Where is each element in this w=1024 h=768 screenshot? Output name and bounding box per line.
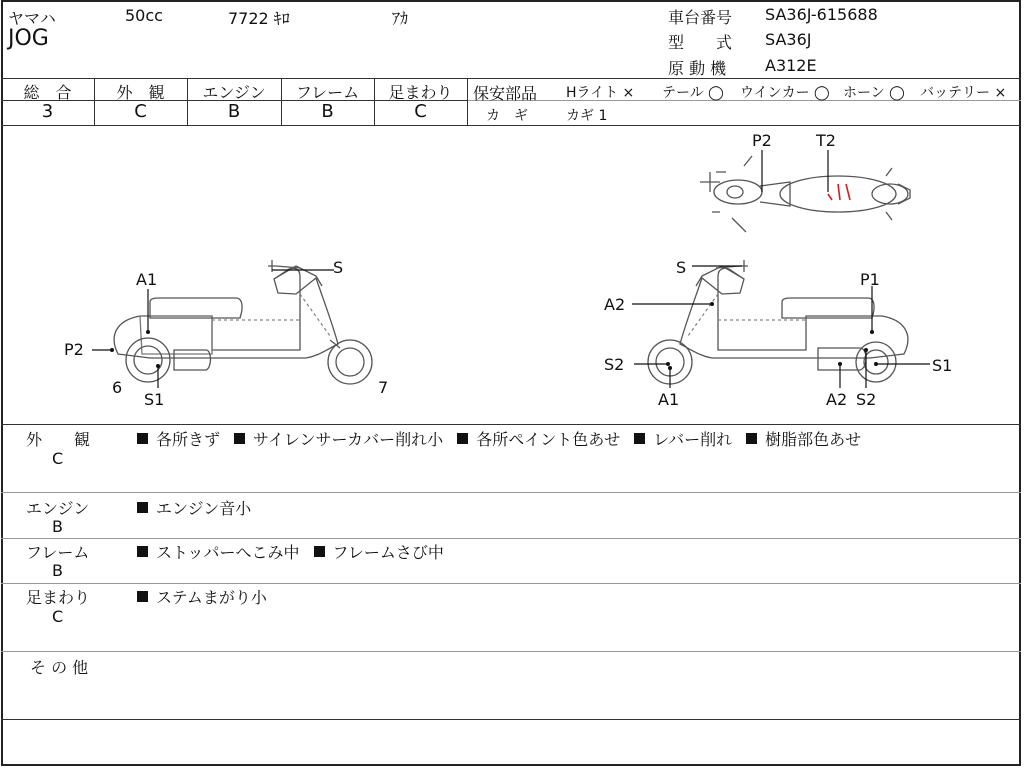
engine-type-value: A312E [765,56,817,75]
note-other-label: そ の 他 [30,658,89,677]
note-item: ストッパーへこみ中 [137,543,300,562]
label-6: 6 [112,378,123,397]
type-value: SA36J [765,30,812,49]
note-item: 樹脂部色あせ [746,430,861,449]
scooter-top-view [700,156,910,232]
frame-grade-label: フレーム [295,83,360,102]
exterior-label: 外 観 [116,83,165,102]
note-item: サイレンサーカバー削れ小 [234,430,443,449]
label-S-left: S [333,258,344,277]
label-S2-right-bottom: S2 [856,390,877,409]
suspension-grade-value: C [414,101,427,122]
label-P2-left: P2 [64,340,84,359]
winker-status: ウインカー ◯ [740,85,830,101]
notes-bottom-line [1,719,1021,720]
grade-divider [467,78,468,125]
notes-top-line [1,424,1021,425]
label-S-right: S [676,258,687,277]
label-7: 7 [378,378,389,397]
notes-divider [1,538,1021,539]
damage-mark-red [828,184,850,200]
note-item: 各所きず [137,430,220,449]
note-item: ステムまがり小 [137,588,267,607]
note-item: 各所ペイント色あせ [457,430,620,449]
note-engine-items [137,496,265,519]
notes-divider [1,651,1021,652]
exterior-value: C [134,101,147,122]
mileage: 7722 ｷﾛ [228,9,290,28]
overall-label: 総 合 [23,83,72,102]
note-frame-items [137,540,458,563]
note-exterior-grade: C [52,449,64,468]
label-A2-right-bottom: A2 [826,390,848,409]
displacement: 50cc [125,6,163,25]
notes-divider [1,583,1021,584]
type-label: 型 式 [668,33,733,52]
label-P2-top: P2 [752,131,772,150]
note-engine-label: エンジン [26,499,90,518]
note-item: フレームさび中 [314,543,444,562]
label-A2-right: A2 [604,295,626,314]
suspension-grade-label: 足まわり [388,83,453,102]
note-suspension-label: 足まわり [26,588,91,607]
note-frame-label: フレーム [26,543,90,562]
note-exterior-items [137,427,875,450]
label-P1-right: P1 [860,270,880,289]
engine-grade-label: エンジン [202,83,266,102]
key-value: カギ 1 [566,108,608,124]
note-frame-grade: B [52,561,63,580]
note-suspension-grade: C [52,607,64,626]
note-item: エンジン音小 [137,499,251,518]
label-A1-right: A1 [658,390,680,409]
engine-grade-value: B [227,101,241,122]
grade-table-top [1,78,1021,79]
model-name: JOG [8,26,49,51]
headlight-status: Hライト × [566,85,635,101]
tail-status: テール ◯ [662,85,724,101]
engine-type-label: 原 動 機 [668,59,727,78]
key-label: カ ギ [486,108,528,124]
frame-no-label: 車台番号 [668,8,733,27]
note-item: レバー削れ [634,430,732,449]
label-T2-top: T2 [816,131,836,150]
overall-value: 3 [41,101,54,122]
safety-label: 保安部品 [473,84,538,103]
note-suspension-items [137,585,281,608]
note-engine-grade: B [52,517,63,536]
frame-grade-value: B [321,101,334,122]
label-S2-right: S2 [604,355,625,374]
label-A1-left: A1 [136,270,158,289]
note-exterior-label: 外 観 [26,430,91,449]
notes-divider [1,492,1021,493]
label-S1-right: S1 [932,356,953,375]
maker: ヤマハ [8,9,56,28]
frame-no-value: SA36J-615688 [765,5,878,24]
label-S1-left: S1 [144,390,165,409]
battery-status: バッテリー × [920,85,1007,101]
horn-status: ホーン ◯ [843,85,905,101]
color: ｱｶ [392,9,409,28]
